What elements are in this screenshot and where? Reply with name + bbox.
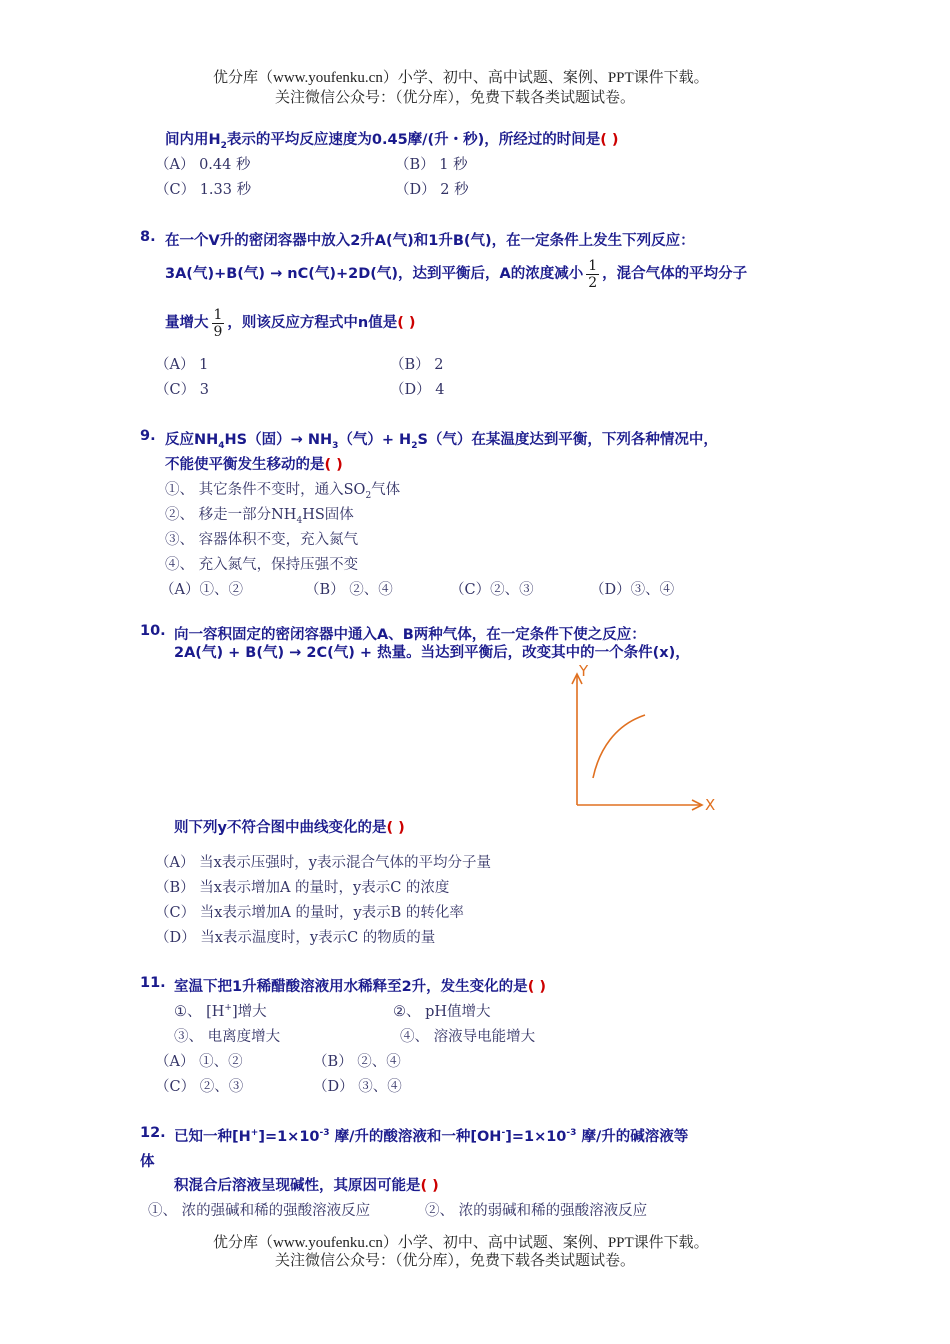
q10-line-3: 则下列y不符合图中曲线变化的是( )	[174, 820, 405, 836]
graph-curve	[593, 715, 645, 778]
q10-line-1: 向一容积固定的密闭容器中通入A、B两种气体，在一定条件下使之反应：	[174, 627, 646, 643]
q7-option-d: （D） 2 秒	[395, 182, 469, 198]
q11-item-2: ②、 pH值增大	[393, 1004, 491, 1020]
q10-number: 10.	[140, 623, 166, 639]
header-line-1: 优分库（www.youfenku.cn）小学、初中、高中试题、案例、PPT课件下载。	[213, 70, 709, 86]
q9-item-2: ②、 移走一部分$NH_4HS$固体	[165, 507, 354, 526]
y-axis-label: Y	[579, 662, 589, 680]
x-axis-label: X	[705, 796, 716, 814]
q8-line-1: 在一个V升的密闭容器中放入2升A(气)和1升B(气)，在一定条件上发生下列反应：	[165, 233, 695, 249]
q12-answer-blank: ( )	[420, 1178, 439, 1194]
q8-line-2: 3A(气)+B(气) → nC(气)+2D(气)，达到平衡后，A的浓度减小 $\frac{1}{2}$ ，混合气体的平均分子	[165, 257, 748, 291]
q9-item-1: ①、 其它条件不变时，通入$SO_2$气体	[165, 482, 401, 501]
q9-option-b: （B） ②、④	[305, 582, 393, 598]
q9-line-2: 不能使平衡发生移动的是( )	[165, 457, 343, 473]
footer-line-1: 优分库（www.youfenku.cn）小学、初中、高中试题、案例、PPT课件下载。	[213, 1235, 709, 1251]
q12-line-1-wrap: 体	[140, 1154, 155, 1170]
q11-answer-blank: ( )	[527, 979, 546, 995]
q8-number: 8.	[140, 229, 156, 245]
header-line-2: 关注微信公众号：（优分库），免费下载各类试题试卷。	[275, 90, 636, 106]
q8-option-b: （B） 2	[390, 357, 444, 373]
q11-item-3: ③、 电离度增大	[174, 1029, 281, 1045]
q11-item-4: ④、 溶液导电能增大	[400, 1029, 536, 1045]
q7-answer-blank: ( )	[600, 132, 619, 148]
q7-stem: 间内用$H_2$表示的平均反应速度为0.45摩/(升・秒)，所经过的时间是( )	[165, 132, 619, 151]
q8-option-a: （A） 1	[155, 357, 209, 373]
q9-option-a: （A）①、②	[160, 582, 243, 598]
q11-number: 11.	[140, 975, 166, 991]
q9-option-d: （D）③、④	[590, 582, 675, 598]
q8-option-c: （C） 3	[155, 382, 209, 398]
q9-item-3: ③、 容器体积不变，充入氮气	[165, 532, 359, 548]
q10-curve-graph	[565, 660, 755, 820]
q9-number: 9.	[140, 428, 156, 444]
q10-option-c: （C） 当x表示增加A 的量时，y表示B 的转化率	[155, 905, 464, 921]
q11-option-b: （B） ②、④	[313, 1054, 401, 1070]
q12-line-2: 积混合后溶液呈现碱性，其原因可能是( )	[174, 1178, 439, 1194]
q10-option-d: （D） 当x表示温度时，y表示C 的物质的量	[155, 930, 436, 946]
q9-line-1: 反应$NH_4HS$（固）→ $NH_3$（气）+ $H_2S$（气）在某温度达到平衡，下列各种情况中，	[165, 432, 718, 451]
q10-line-2: 2A(气) + B(气) → 2C(气) + 热量。当达到平衡后，改变其中的一个条件(x)，	[174, 645, 690, 661]
q7-option-b: （B） 1 秒	[395, 157, 468, 173]
q10-option-a: （A） 当x表示压强时，y表示混合气体的平均分子量	[155, 855, 491, 871]
q12-line-1: 已知一种$[H^+]=1\times 10^{-3}$ 摩/升的酸溶液和一种$[OH^-]=1\times 10^{-3}$ 摩/升的碱溶液等	[174, 1128, 689, 1145]
q11-option-d: （D） ③、④	[313, 1079, 402, 1095]
q12-item-1: ①、 浓的强碱和稀的强酸溶液反应	[148, 1203, 371, 1219]
q8-option-d: （D） 4	[390, 382, 445, 398]
fraction-one-half: $\frac{1}{2}$	[588, 257, 598, 291]
q7-option-a: （A） 0.44 秒	[155, 157, 251, 173]
q9-option-c: （C）②、③	[450, 582, 534, 598]
fraction-one-ninth: $\frac{1}{9}$	[213, 306, 223, 340]
q8-answer-blank: ( )	[397, 315, 416, 331]
q12-number: 12.	[140, 1125, 166, 1141]
q11-option-c: （C） ②、③	[155, 1079, 244, 1095]
footer-line-2: 关注微信公众号：（优分库），免费下载各类试题试卷。	[275, 1253, 636, 1269]
q10-option-b: （B） 当x表示增加A 的量时，y表示C 的浓度	[155, 880, 450, 896]
q10-answer-blank: ( )	[386, 820, 405, 836]
q7-option-c: （C） 1.33 秒	[155, 182, 252, 198]
q9-answer-blank: ( )	[324, 457, 343, 473]
q12-item-2: ②、 浓的弱碱和稀的强酸溶液反应	[425, 1203, 648, 1219]
q9-item-4: ④、 充入氮气，保持压强不变	[165, 557, 359, 573]
q11-option-a: （A） ①、②	[155, 1054, 243, 1070]
q11-item-1: ①、 [H+]增大	[174, 1003, 267, 1020]
q11-line-1: 室温下把1升稀醋酸溶液用水稀释至2升，发生变化的是( )	[174, 979, 546, 995]
q8-line-3: 量增大 $\frac{1}{9}$ ，则该反应方程式中n值是( )	[165, 306, 416, 340]
